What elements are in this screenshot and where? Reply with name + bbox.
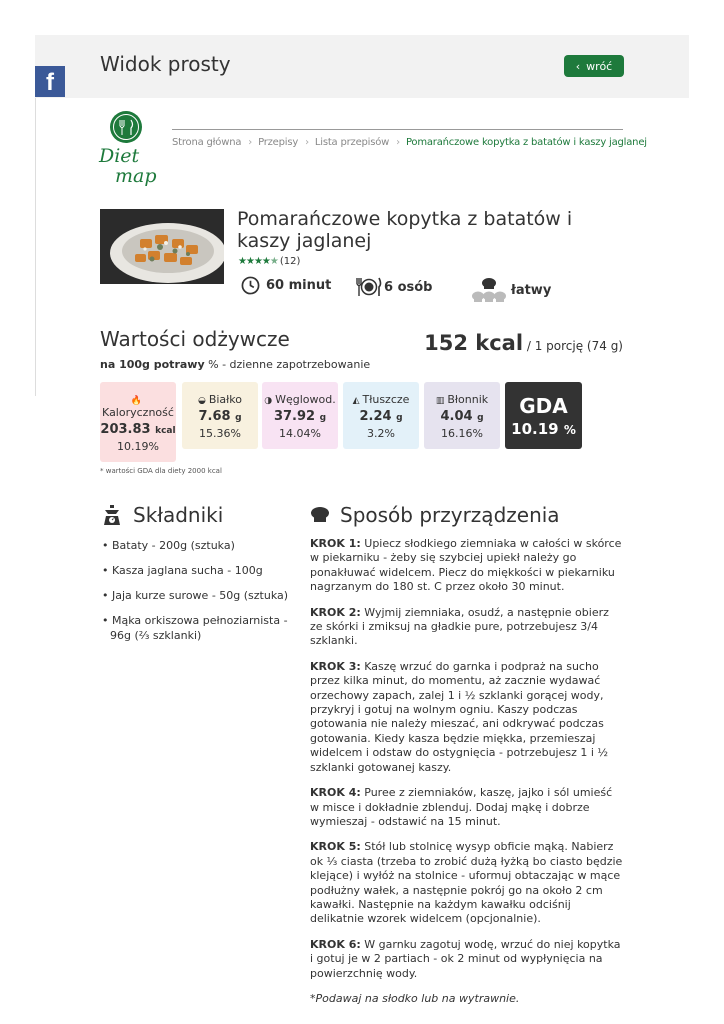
nutrient-protein: ◒ Białko 7.68 g 15.36% xyxy=(182,382,258,449)
prep-time-value: 60 minut xyxy=(266,278,332,293)
star-icon: ★ xyxy=(253,256,262,267)
gda-label: GDA xyxy=(519,394,568,418)
back-button[interactable] xyxy=(564,55,624,77)
breadcrumb-recipe-list[interactable]: Lista przepisów xyxy=(314,137,390,148)
servings xyxy=(355,276,432,298)
nutrient-fiber: ▥ Błonnik 4.04 g 16.16% xyxy=(424,382,500,449)
breadcrumb-current: Pomarańczowe kopytka z batatów i kaszy jaglanej xyxy=(405,137,647,148)
rating-count: (12) xyxy=(279,256,301,267)
ingredient-item: • Mąka orkiszowa pełnoziarnista - 96g (⅔ szklanki) xyxy=(102,613,292,643)
fiber-icon: ▥ xyxy=(435,396,445,406)
step-1: KROK 1: Upiecz słodkiego ziemniaka w całości w skórce w piekarniku - żeby się szybciej upiekł należy go ponakłuwać widelcem. Piecz do miękkości w piekarniku nagrzanym do 180 st. C przez około 30 minut. xyxy=(310,537,622,594)
step-6: KROK 6: W garnku zagotuj wodę, wrzuć do niej kopytka i gotuj je w 2 partiach - ok 2 minut od wypłynięcia na powierzchnię wody. xyxy=(310,937,621,980)
star-half-icon: ★ xyxy=(269,256,278,267)
nutrient-percent: 3.2% xyxy=(367,427,395,440)
nutrient-calories: 🔥 Kaloryczność 203.83 kcal 10.19% xyxy=(100,382,176,462)
serving-note: *Podawaj na słodko lub na wytrawnie. xyxy=(310,991,520,1005)
servings-value: 6 osób xyxy=(384,279,433,295)
star-icon: ★ xyxy=(245,256,254,267)
rating-stars[interactable] xyxy=(238,256,300,267)
facebook-share-button[interactable] xyxy=(35,66,65,97)
carbs-icon: ◑ xyxy=(264,396,273,406)
back-button-label: wróć xyxy=(586,59,613,73)
step-3: KROK 3: Kaszę wrzuć do garnka i podpraż na sucho przez kilka minut, do momentu, aż zacznie wydawać orzechowy zapach, zalej 1 i ½ szklanki gorącej wody, przykryj i gotuj na wolnym ogniu. Kaszy podczas gotowania nie należy mieszać, ani odkrywać podczas gotowania. Kiedy kasza będzie miękka, przemieszaj widelcem i odstaw do ostygnięcia - potrzebujesz 1 i ½ szklanki gotowanej kaszy. xyxy=(310,659,609,774)
nutrient-percent: 15.36% xyxy=(199,427,241,440)
step-4: KROK 4: Puree z ziemniaków, kaszę, jajko i sól umieść w misce i dokładnie zblenduj. Dodaj mąkę i dobrze wymieszaj - odstawić na 15 minut. xyxy=(310,786,613,828)
nutrient-label: Tłuszcze xyxy=(362,393,410,406)
dietmap-logo[interactable] xyxy=(97,110,163,188)
step-2: KROK 2: Wyjmij ziemniaka, osudź, a następnie obierz ze skórki i zmiksuj na gładkie pure, potrzebujesz 3/4 szklanki. xyxy=(310,605,609,648)
chevron-right-icon: › xyxy=(396,137,400,148)
protein-icon: ◒ xyxy=(197,396,206,406)
nutrition-subtitle: na 100g potrawy % - dzienne zapotrzebowanie xyxy=(100,358,371,371)
prep-time xyxy=(241,276,331,295)
nutrient-fat: ◭ Tłuszcze 2.24 g 3.2% xyxy=(343,382,419,449)
nutrient-label: Błonnik xyxy=(447,393,489,406)
ingredient-item: • Kasza jaglana sucha - 100g xyxy=(102,563,292,578)
nutrient-value: 7.68 xyxy=(198,409,231,424)
ingredients-title: Składniki xyxy=(133,503,224,527)
nutrition-title: Wartości odżywcze xyxy=(100,327,290,351)
nutrient-percent: 14.04% xyxy=(279,427,321,440)
star-icon: ★ xyxy=(261,256,270,267)
step-5: KROK 5: Stół lub stolnicę wysyp obficie mąką. Nabierz ok ⅓ ciasta (trzeba to zrobić dużą łyżką bo ciasto będzie klejące) i wyłóż na stolnice - uformuj obtaczając w mące podłużny wałek, a następnie pokrój go na około 2 cm kawałki. Następnie na każdym kawałku odciśnij delikatnie wzorek widelcem (opcjonalnie). xyxy=(310,840,623,926)
ingredients-list xyxy=(102,538,292,653)
breadcrumb-home[interactable]: Strona główna xyxy=(172,137,242,148)
fat-icon: ◭ xyxy=(352,396,360,406)
top-bar xyxy=(35,35,689,98)
scale-icon xyxy=(101,504,123,526)
facebook-icon: f xyxy=(46,69,54,96)
nutrient-label: Białko xyxy=(208,393,243,406)
svg-text:Diet: Diet xyxy=(99,145,140,167)
difficulty-value: łatwy xyxy=(511,283,552,298)
svg-text:map: map xyxy=(115,165,157,187)
nutrient-label: Węglowod. xyxy=(275,393,336,406)
preparation-title: Sposób przyrządzenia xyxy=(340,503,560,527)
preparation-steps xyxy=(310,537,623,1017)
nutrient-value: 4.04 xyxy=(440,409,473,424)
page-title: Widok prosty xyxy=(100,52,231,76)
preparation-heading xyxy=(310,503,560,527)
nutrient-value: 203.83 xyxy=(100,422,151,437)
recipe-photo xyxy=(100,209,224,284)
nutrient-label: Kaloryczność xyxy=(102,406,174,419)
ingredient-item: • Bataty - 200g (sztuka) xyxy=(102,538,292,553)
chevron-right-icon: › xyxy=(248,137,253,148)
flame-icon: 🔥 xyxy=(130,396,143,406)
difficulty xyxy=(471,277,551,304)
nutrient-percent: 16.16% xyxy=(441,427,483,440)
clock-icon xyxy=(241,276,260,295)
divider xyxy=(35,98,36,396)
breadcrumb-recipes[interactable]: Przepisy xyxy=(258,137,299,148)
chevron-left-icon: ‹ xyxy=(575,59,581,73)
breadcrumb xyxy=(172,137,647,148)
gda-note: * wartości GDA dla diety 2000 kcal xyxy=(100,467,222,475)
gda-value: 10.19 xyxy=(511,420,559,438)
star-icon: ★ xyxy=(238,256,246,267)
ingredients-heading xyxy=(101,503,223,527)
gda-box: GDA 10.19 % xyxy=(505,382,582,449)
plate-cutlery-icon xyxy=(355,276,382,298)
chevron-right-icon: › xyxy=(305,137,309,148)
kcal-per-portion: 152 kcal / 1 porcję (74 g) xyxy=(424,331,623,355)
nutrient-carbs: ◑ Węglowod. 37.92 g 14.04% xyxy=(262,382,338,449)
recipe-title: Pomarańczowe kopytka z batatów i kaszy jaglanej xyxy=(237,208,573,252)
nutrient-percent: 10.19% xyxy=(117,440,159,453)
nutrient-value: 2.24 xyxy=(359,409,392,424)
breadcrumb-divider xyxy=(172,129,623,130)
ingredient-item: • Jaja kurze surowe - 50g (sztuka) xyxy=(102,588,292,603)
nutrient-value: 37.92 xyxy=(273,409,316,424)
chef-hat-icon xyxy=(471,277,507,304)
chef-hat-icon xyxy=(310,506,330,524)
